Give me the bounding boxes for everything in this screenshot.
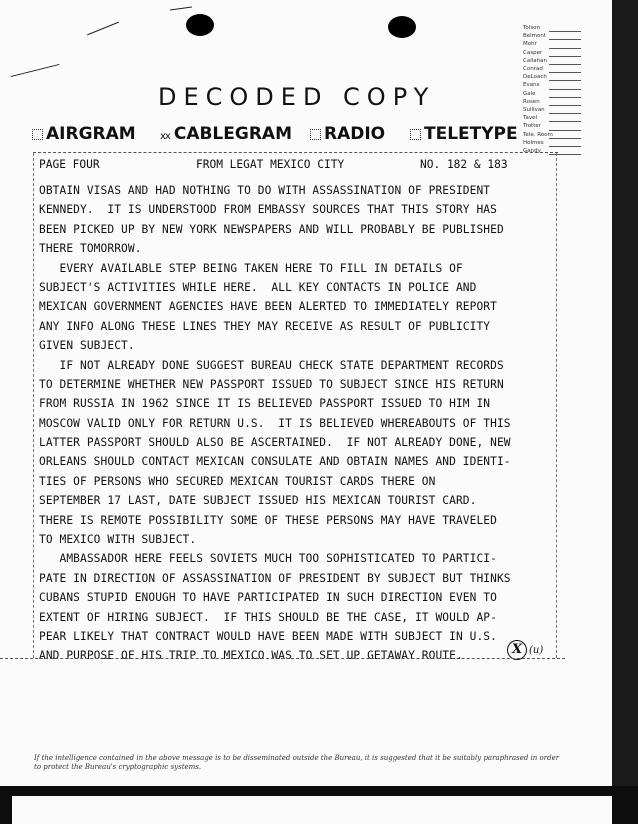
message-type-row [32,124,522,144]
radio-option [310,124,385,144]
routing-entry [523,81,581,89]
airgram-option [32,124,136,144]
routing-name: DeLoach [523,74,547,81]
routing-blank [549,83,581,90]
body-line: OBTAIN VISAS AND HAD NOTHING TO DO WITH ASSASSINATION OF PRESIDENT [39,184,491,197]
routing-entry [523,65,581,73]
origin: FROM LEGAT MEXICO CITY [196,158,345,171]
routing-name: Tavel [523,115,537,122]
body-line: EXTENT OF HIRING SUBJECT. IF THIS SHOULD BE THE CASE, IT WOULD AP- [39,610,497,624]
dissemination-notice: If the intelligence contained in the above message is to be disseminated outside the Bureau, it is suggested that it be suitably paraphrased in order to protect the Bureau's cryptographic systems. [34,754,560,771]
body-bottom-rule [0,658,565,659]
scan-edge-right [612,0,638,824]
routing-blank [549,58,581,65]
routing-entry [523,24,581,32]
routing-blank [549,33,581,40]
left-margin-rule [33,153,34,658]
body-line: SEPTEMBER 17 LAST, DATE SUBJECT ISSUED HIS MEXICAN TOURIST CARD. [39,494,477,508]
routing-blank [549,132,581,139]
routing-name: Gale [523,90,536,97]
body-line: MOSCOW VALID ONLY FOR RETURN U.S. IT IS BELIEVED WHEREABOUTS OF THIS [39,416,511,430]
body-line: EVERY AVAILABLE STEP BEING TAKEN HERE TO FILL IN DETAILS OF [39,261,463,275]
body-line: ORLEANS SHOULD CONTACT MEXICAN CONSULATE AND OBTAIN NAMES AND IDENTI- [39,455,511,469]
classification-suffix: (u) [529,645,544,656]
body-line: PEAR LIKELY THAT CONTRACT WOULD HAVE BEEN MADE WITH SUBJECT IN U.S. [39,629,497,643]
checkbox-icon [410,129,421,140]
body-line: MEXICAN GOVERNMENT AGENCIES HAVE BEEN ALERTED TO IMMEDIATELY REPORT [39,300,497,314]
routing-name: Belmont [523,33,547,40]
body-line: AMBASSADOR HERE FEELS SOVIETS MUCH TOO SOPHISTICATED TO PARTICI- [39,552,497,566]
routing-name: Holmes [523,139,544,146]
routing-entry [523,73,581,81]
routing-name: Sullivan [523,107,545,114]
cablegram-option [160,124,292,144]
routing-entry [523,40,581,48]
punch-hole [388,16,416,38]
body-line: CUBANS STUPID ENOUGH TO HAVE PARTICIPATED IN SUCH DIRECTION EVEN TO [39,591,497,605]
page-title: DECODED COPY [158,83,436,111]
routing-name: Gandy [523,148,541,155]
routing-name: Conrad [523,66,543,73]
checkbox-icon [32,129,43,140]
teletype-label: TELETYPE [424,124,518,144]
body-line: IF NOT ALREADY DONE SUGGEST BUREAU CHECK STATE DEPARTMENT RECORDS [39,358,504,372]
routing-name: Mohr [523,41,537,48]
message-body [39,181,559,666]
routing-entry [523,98,581,106]
routing-entry [523,90,581,98]
teletype-option [410,124,518,144]
punch-hole [186,14,214,36]
page-number: PAGE FOUR [39,158,100,171]
body-line: PATE IN DIRECTION OF ASSASSINATION OF PRESIDENT BY SUBJECT BUT THINKS [39,571,511,585]
routing-entry [523,106,581,114]
body-line: SUBJECT'S ACTIVITIES WHILE HERE. ALL KEY CONTACTS IN POLICE AND [39,280,477,294]
body-line: TIES OF PERSONS WHO SECURED MEXICAN TOURIST CARDS THERE ON [39,474,436,488]
body-line: THERE TOMORROW. [39,242,142,256]
routing-blank [549,140,581,147]
body-line: ANY INFO ALONG THESE LINES THEY MAY RECEIVE AS RESULT OF PUBLICITY [39,319,491,333]
routing-name: Tele. Room [523,131,553,138]
message-number: NO. 182 & 183 [420,158,508,171]
routing-entry [523,139,581,147]
routing-list [523,24,581,155]
routing-name: Callahan [523,57,547,64]
airgram-label: AIRGRAM [46,124,136,144]
routing-entry [523,122,581,130]
cablegram-label: CABLEGRAM [173,124,292,144]
body-line: TO DETERMINE WHETHER NEW PASSPORT ISSUED TO SUBJECT SINCE HIS RETURN [39,377,504,391]
routing-name: Evans [523,82,540,89]
routing-name: Tolson [523,25,541,31]
routing-entry [523,57,581,65]
body-line: TO MEXICO WITH SUBJECT. [39,533,197,547]
body-line: THERE IS REMOTE POSSIBILITY SOME OF THESE PERSONS MAY HAVE TRAVELED [39,513,497,527]
body-line: BEEN PICKED UP BY NEW YORK NEWSPAPERS AND WILL PROBABLY BE PUBLISHED [39,222,504,236]
checkbox-icon [310,129,321,140]
scan-edge-bottom-paper [12,796,612,824]
body-line: LATTER PASSPORT SHOULD ALSO BE ASCERTAINED. IF NOT ALREADY DONE, NEW [39,436,511,450]
routing-blank [549,124,581,131]
routing-name: Trotter [523,123,542,130]
routing-entry [523,49,581,57]
circled-initial: X [507,640,527,660]
pen-mark [87,22,119,36]
classification-mark [507,640,543,660]
routing-entry [523,114,581,122]
routing-blank [549,99,581,106]
body-line: GIVEN SUBJECT. [39,339,135,353]
body-line: FROM RUSSIA IN 1962 SINCE IT IS BELIEVED PASSPORT ISSUED TO HIM IN [39,397,491,411]
routing-name: Rosen [523,98,540,105]
routing-blank [549,25,581,32]
routing-blank [549,91,581,98]
routing-entry [523,32,581,40]
routing-name: Casper [523,49,543,56]
routing-blank [549,42,581,49]
routing-blank [549,107,581,114]
routing-entry [523,131,581,139]
body-line: AND PURPOSE OF HIS TRIP TO MEXICO WAS TO SET UP GETAWAY ROUTE. [39,649,463,663]
header-divider [33,152,558,153]
routing-blank [549,74,581,81]
pen-mark [11,64,60,77]
body-line: KENNEDY. IT IS UNDERSTOOD FROM EMBASSY SOURCES THAT THIS STORY HAS [39,203,497,217]
cablegram-check-mark: xx [160,131,170,142]
pen-mark [170,6,192,10]
radio-label: RADIO [324,124,386,144]
routing-blank [549,115,581,122]
routing-blank [549,66,581,73]
routing-blank [549,50,581,57]
